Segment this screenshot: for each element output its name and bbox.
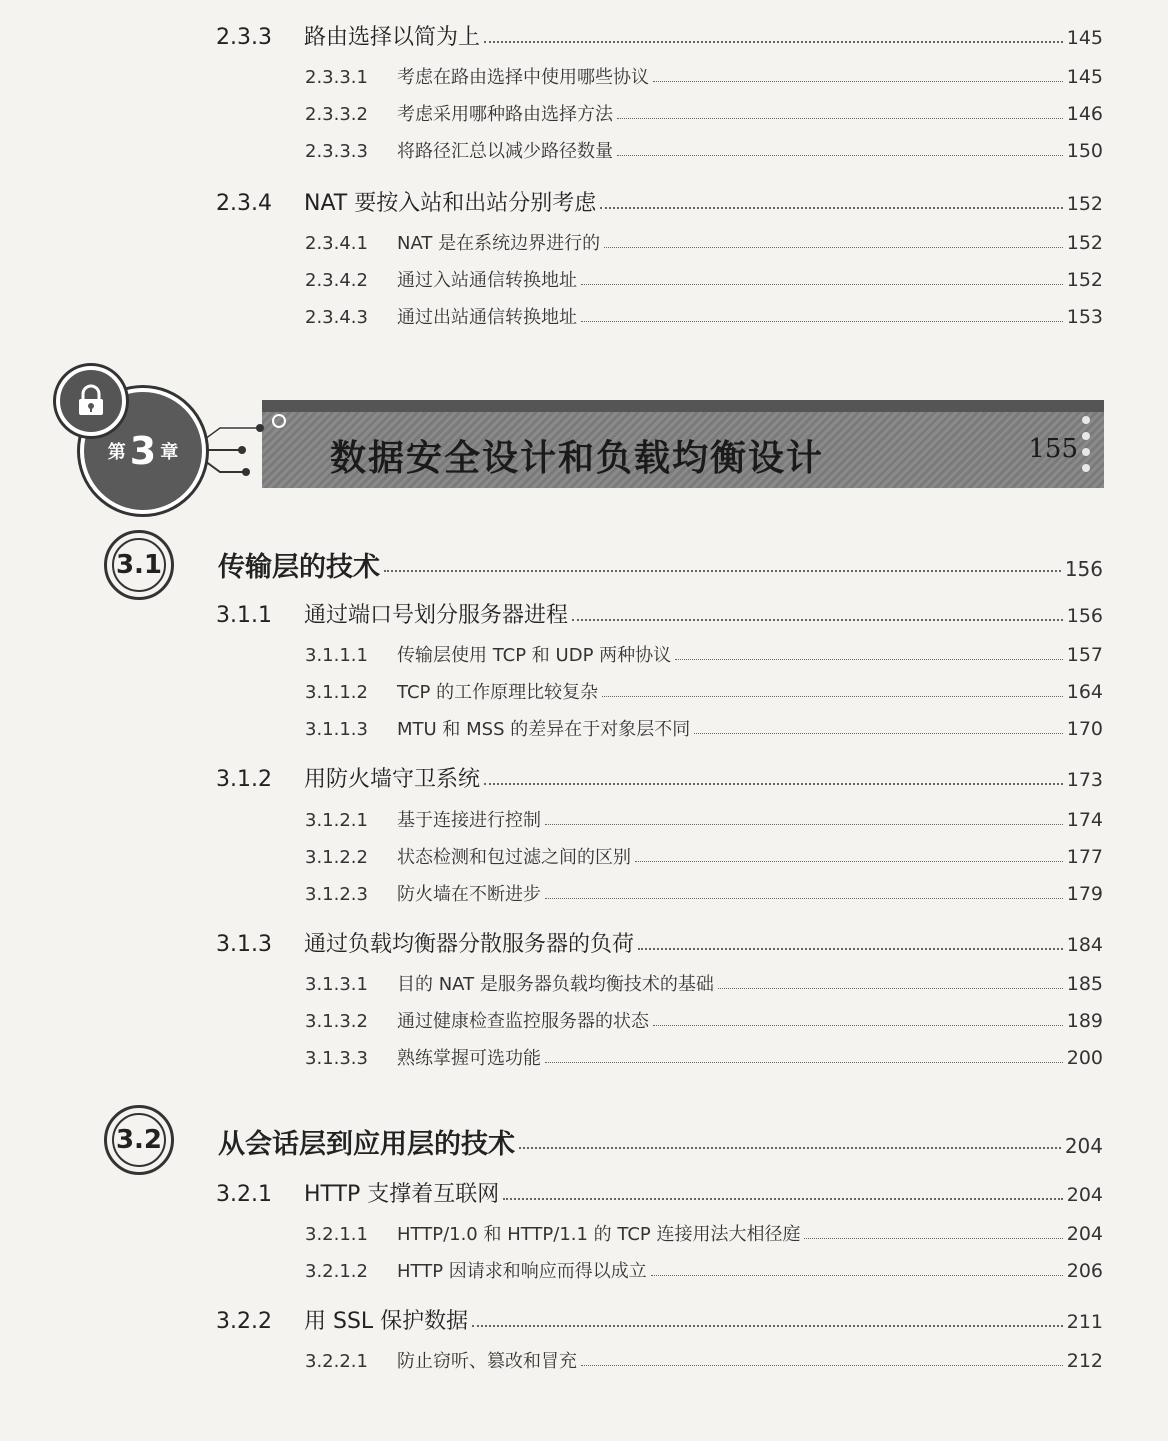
- toc-entry-3-1-2-1[interactable]: [305, 806, 1103, 832]
- section-title: HTTP 因请求和响应而得以成立: [397, 1261, 647, 1282]
- page-number: 185: [1066, 973, 1103, 995]
- dot-leader: [604, 247, 1063, 248]
- toc-entry-3-1-3-2[interactable]: [305, 1007, 1103, 1033]
- toc-entry-3-1-1-3[interactable]: [305, 715, 1103, 741]
- chapter-prefix: 第: [107, 442, 126, 463]
- page-number: 177: [1066, 846, 1103, 868]
- section-title: 传输层使用 TCP 和 UDP 两种协议: [397, 645, 672, 666]
- section-title: 考虑在路由选择中使用哪些协议: [397, 67, 649, 88]
- toc-entry-2-3-3-1[interactable]: [305, 63, 1103, 89]
- page-number: 206: [1066, 1260, 1103, 1282]
- section-title: 通过出站通信转换地址: [397, 307, 577, 328]
- section-badge-label: 3.2: [112, 1113, 166, 1167]
- section-title: 通过健康检查监控服务器的状态: [397, 1011, 649, 1032]
- toc-entry-3-1-3[interactable]: [216, 927, 1103, 958]
- section-number: 3.1.2: [216, 767, 272, 792]
- section-number: 3.1.1.1: [305, 645, 368, 666]
- dot-leader: [581, 284, 1063, 285]
- section-number: 3.1.2.3: [305, 884, 368, 905]
- section-number: 3.2.1.1: [305, 1224, 368, 1245]
- page-number: 211: [1066, 1311, 1103, 1333]
- dot-leader: [572, 619, 1063, 621]
- section-title: TCP 的工作原理比较复杂: [397, 682, 599, 703]
- page-number: 170: [1066, 718, 1103, 740]
- section-number: 3.1.1.3: [305, 719, 368, 740]
- dot-leader: [519, 1147, 1061, 1149]
- dot-leader: [638, 948, 1063, 950]
- dot-leader: [635, 861, 1063, 862]
- lock-icon: [56, 366, 126, 436]
- page-number: 184: [1066, 934, 1103, 956]
- dot-icon: [1082, 464, 1090, 472]
- section-number: 3.1.2.1: [305, 810, 368, 831]
- section-number: 2.3.4: [216, 191, 272, 216]
- dot-leader: [581, 1365, 1063, 1366]
- section-title: NAT 是在系统边界进行的: [397, 233, 601, 254]
- chapter-suffix: 章: [160, 442, 179, 463]
- section-title: 从会话层到应用层的技术: [218, 1129, 515, 1160]
- toc-entry-3-2-1-1[interactable]: [305, 1220, 1103, 1246]
- section-title: 防止窃听、篡改和冒充: [397, 1351, 577, 1372]
- page-number: 174: [1066, 809, 1103, 831]
- dot-leader: [718, 988, 1063, 989]
- section-number: 3.1.3: [216, 932, 272, 957]
- dot-leader: [617, 118, 1063, 119]
- dot-leader: [384, 570, 1061, 572]
- page-number: 152: [1066, 193, 1103, 215]
- page-number: 145: [1066, 27, 1103, 49]
- dot-leader: [675, 659, 1063, 660]
- dot-leader: [484, 783, 1063, 785]
- page-number: 189: [1066, 1010, 1103, 1032]
- toc-entry-3-2[interactable]: [218, 1122, 1103, 1161]
- section-number: 3.1.1.2: [305, 682, 368, 703]
- dot-leader: [653, 81, 1063, 82]
- page-number: 156: [1066, 605, 1103, 627]
- ring-icon: [272, 414, 286, 428]
- section-title: 基于连接进行控制: [397, 810, 541, 831]
- page-number: 212: [1066, 1350, 1103, 1372]
- section-title: MTU 和 MSS 的差异在于对象层不同: [397, 719, 691, 740]
- toc-entry-3-1-1-2[interactable]: [305, 678, 1103, 704]
- page-number: 179: [1066, 883, 1103, 905]
- toc-entry-2-3-3-3[interactable]: [305, 137, 1103, 163]
- section-number: 3.1.2.2: [305, 847, 368, 868]
- dot-leader: [472, 1325, 1063, 1327]
- page-number: 153: [1066, 306, 1103, 328]
- section-number: 3.1.3.3: [305, 1048, 368, 1069]
- toc-entry-3-2-2[interactable]: [216, 1304, 1103, 1335]
- dot-leader: [694, 733, 1062, 734]
- section-title: 考虑采用哪种路由选择方法: [397, 104, 613, 125]
- section-title: 传输层的技术: [218, 552, 380, 583]
- toc-entry-3-2-2-1[interactable]: [305, 1347, 1103, 1373]
- dot-icon: [1082, 432, 1090, 440]
- section-number: 2.3.4.1: [305, 233, 368, 254]
- section-number: 3.2.1.2: [305, 1261, 368, 1282]
- dot-icon: [1082, 448, 1090, 456]
- section-title: 通过负载均衡器分散服务器的负荷: [304, 932, 635, 957]
- toc-entry-3-1-1-1[interactable]: [305, 641, 1103, 667]
- section-badge-3-2: [104, 1105, 174, 1175]
- dot-leader: [653, 1025, 1063, 1026]
- section-number: 2.3.3.1: [305, 67, 368, 88]
- dot-leader: [484, 41, 1063, 43]
- dot-leader: [602, 696, 1063, 697]
- page-number: 204: [1066, 1184, 1103, 1206]
- toc-entry-3-1[interactable]: [218, 545, 1103, 584]
- dot-leader: [651, 1275, 1063, 1276]
- toc-entry-3-1-2[interactable]: [216, 762, 1103, 793]
- section-title: HTTP 支撑着互联网: [304, 1182, 500, 1207]
- section-title: NAT 要按入站和出站分别考虑: [304, 191, 597, 216]
- toc-entry-3-1-2-3[interactable]: [305, 880, 1103, 906]
- dot-leader: [804, 1238, 1062, 1239]
- dot-leader: [545, 898, 1063, 899]
- page-number: 157: [1066, 644, 1103, 666]
- toc-entry-2-3-4[interactable]: [216, 186, 1103, 217]
- toc-entry-3-1-1[interactable]: [216, 598, 1103, 629]
- chapter-title: 数据安全设计和负载均衡设计: [330, 438, 825, 479]
- toc-entry-2-3-4-2[interactable]: [305, 266, 1103, 292]
- page-number: 164: [1066, 681, 1103, 703]
- section-title: 通过入站通信转换地址: [397, 270, 577, 291]
- chapter-page-number: 155: [1028, 434, 1078, 464]
- section-number: 2.3.3: [216, 25, 272, 50]
- section-number: 2.3.4.2: [305, 270, 368, 291]
- page-number: 200: [1066, 1047, 1103, 1069]
- dot-leader: [545, 824, 1063, 825]
- section-badge-label: 3.1: [112, 538, 166, 592]
- toc-entry-3-2-1-2[interactable]: [305, 1257, 1103, 1283]
- section-title: 用 SSL 保护数据: [304, 1309, 469, 1334]
- section-number: 3.1.1: [216, 603, 272, 628]
- dot-leader: [503, 1198, 1062, 1200]
- section-title: 防火墙在不断进步: [397, 884, 541, 905]
- section-number: 3.2.2: [216, 1309, 272, 1334]
- toc-entry-2-3-3-2[interactable]: [305, 100, 1103, 126]
- toc-entry-3-2-1[interactable]: [216, 1177, 1103, 1208]
- section-number: 3.1.3.2: [305, 1011, 368, 1032]
- toc-entry-3-1-2-2[interactable]: [305, 843, 1103, 869]
- toc-entry-3-1-3-1[interactable]: [305, 970, 1103, 996]
- page-number: 173: [1066, 769, 1103, 791]
- toc-entry-2-3-4-1[interactable]: [305, 229, 1103, 255]
- section-title: 通过端口号划分服务器进程: [304, 603, 569, 628]
- section-number: 3.1.3.1: [305, 974, 368, 995]
- toc-entry-2-3-4-3[interactable]: [305, 303, 1103, 329]
- page-number: 146: [1066, 103, 1103, 125]
- toc-entry-3-1-3-3[interactable]: [305, 1044, 1103, 1070]
- section-title: 状态检测和包过滤之间的区别: [397, 847, 631, 868]
- page-number: 204: [1064, 1134, 1103, 1158]
- page-number: 152: [1066, 232, 1103, 254]
- dot-leader: [600, 207, 1063, 209]
- section-title: 路由选择以简为上: [304, 25, 481, 50]
- section-title: 熟练掌握可选功能: [397, 1048, 541, 1069]
- dot-leader: [581, 321, 1063, 322]
- section-title: 用防火墙守卫系统: [304, 767, 481, 792]
- section-title: HTTP/1.0 和 HTTP/1.1 的 TCP 连接用法大相径庭: [397, 1224, 801, 1245]
- chapter-banner[interactable]: [262, 400, 1104, 488]
- page-number: 156: [1064, 557, 1103, 581]
- page-number: 145: [1066, 66, 1103, 88]
- banner-top-bar: [262, 400, 1104, 412]
- section-title: 目的 NAT 是服务器负载均衡技术的基础: [397, 974, 714, 995]
- section-number: 2.3.3.3: [305, 141, 368, 162]
- page-number: 204: [1066, 1223, 1103, 1245]
- page-number: 152: [1066, 269, 1103, 291]
- dot-icon: [1082, 416, 1090, 424]
- dot-leader: [617, 155, 1063, 156]
- section-number: 3.2.1: [216, 1182, 272, 1207]
- section-number: 3.2.2.1: [305, 1351, 368, 1372]
- section-title: 将路径汇总以减少路径数量: [397, 141, 613, 162]
- section-number: 2.3.3.2: [305, 104, 368, 125]
- toc-entry-2-3-3[interactable]: [216, 20, 1103, 51]
- section-number: 2.3.4.3: [305, 307, 368, 328]
- section-badge-3-1: [104, 530, 174, 600]
- page-number: 150: [1066, 140, 1103, 162]
- chapter-number: 3: [129, 429, 157, 473]
- dot-leader: [545, 1062, 1063, 1063]
